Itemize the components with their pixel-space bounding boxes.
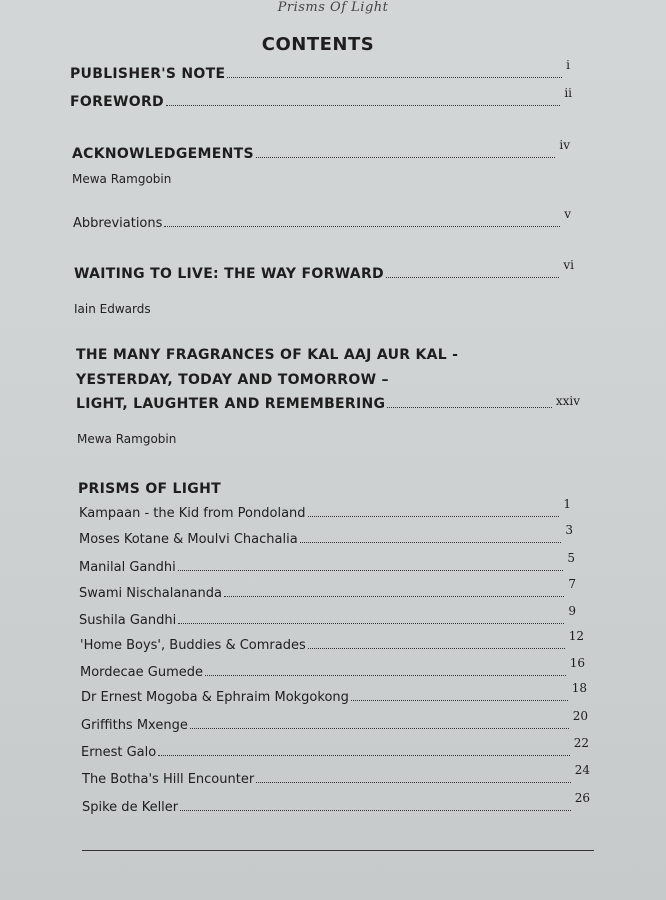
toc-page-number: 12 (568, 629, 584, 643)
toc-essay-line-1[interactable]: THE MANY FRAGRANCES OF KAL AAJ AUR KAL - (76, 347, 459, 363)
toc-entry-label: Moses Kotane & Moulvi Chachalia (79, 532, 298, 547)
toc-entry-abbreviations[interactable] (73, 207, 571, 231)
toc-chapter-entry[interactable] (80, 629, 584, 653)
toc-page-number: 18 (571, 681, 587, 695)
toc-page-number: 22 (573, 736, 589, 750)
toc-chapter-entry[interactable] (79, 551, 575, 575)
toc-page-number: ii (564, 86, 572, 100)
toc-page-number: 16 (569, 656, 585, 670)
leader-dots (190, 727, 569, 729)
leader-dots (256, 781, 571, 783)
toc-chapter-entry[interactable] (81, 681, 587, 705)
toc-entry-label: PUBLISHER'S NOTE (70, 66, 226, 82)
leader-dots (224, 595, 564, 597)
toc-author: Mewa Ramgobin (72, 172, 172, 186)
toc-chapter-entry[interactable] (79, 497, 571, 521)
leader-dots (256, 156, 556, 158)
toc-chapter-entry[interactable] (82, 763, 590, 787)
toc-chapter-entry[interactable] (79, 577, 576, 601)
toc-page-number: v (564, 207, 571, 221)
leader-dots (308, 515, 560, 517)
leader-dots (158, 754, 570, 756)
toc-chapter-entry[interactable] (81, 709, 588, 733)
toc-page-number: 9 (568, 604, 576, 618)
leader-dots (205, 674, 566, 676)
toc-entry-label: Dr Ernest Mogoba & Ephraim Mokgokong (81, 690, 349, 705)
toc-essay-line-2[interactable]: YESTERDAY, TODAY AND TOMORROW – (76, 372, 389, 388)
toc-author: Iain Edwards (74, 302, 151, 316)
leader-dots (166, 104, 560, 106)
toc-entry-label: Abbreviations (73, 216, 163, 231)
toc-page-number: xxiv (555, 394, 580, 408)
leader-dots (387, 406, 552, 408)
toc-page-number: 24 (574, 763, 590, 777)
toc-entry-acknowledgements[interactable] (72, 138, 570, 162)
running-header: Prisms Of Light (277, 0, 389, 15)
toc-entry-label: ACKNOWLEDGEMENTS (72, 146, 254, 162)
toc-entry-label: FOREWORD (70, 94, 164, 110)
toc-entry-publishers-note[interactable] (70, 58, 570, 82)
toc-entry-waiting-to-live[interactable] (74, 258, 574, 282)
section-heading: PRISMS OF LIGHT (78, 481, 221, 497)
leader-dots (308, 647, 565, 649)
toc-entry-label: Manilal Gandhi (79, 560, 176, 575)
toc-page-number: 5 (567, 551, 575, 565)
leader-dots (386, 276, 559, 278)
leader-dots (351, 699, 568, 701)
toc-page-number: 1 (563, 497, 571, 511)
toc-chapter-entry[interactable] (80, 656, 585, 680)
bottom-rule (82, 850, 594, 851)
toc-page-number: i (566, 58, 570, 72)
toc-chapter-entry[interactable] (79, 604, 576, 628)
toc-entry-label: Swami Nischalananda (79, 586, 222, 601)
toc-entry-label: Ernest Galo (81, 745, 157, 760)
toc-page-number: 26 (574, 791, 590, 805)
toc-entry-foreword[interactable] (70, 86, 572, 110)
toc-entry-label: Mordecae Gumede (80, 665, 204, 680)
toc-page-number: 20 (572, 709, 588, 723)
leader-dots (178, 569, 564, 571)
toc-entry-label: LIGHT, LAUGHTER AND REMEMBERING (76, 396, 386, 412)
leader-dots (180, 809, 571, 811)
toc-entry-label: Sushila Gandhi (79, 613, 177, 628)
leader-dots (300, 541, 562, 543)
leader-dots (164, 225, 560, 227)
toc-page-number: iv (559, 138, 570, 152)
toc-chapter-entry[interactable] (79, 523, 573, 547)
leader-dots (227, 76, 562, 78)
toc-chapter-entry[interactable] (81, 736, 589, 760)
page-title: CONTENTS (261, 34, 375, 55)
leader-dots (178, 622, 564, 624)
toc-entry-label: The Botha's Hill Encounter (82, 772, 255, 787)
toc-entry-label: 'Home Boys', Buddies & Comrades (80, 638, 306, 653)
toc-entry-label: Kampaan - the Kid from Pondoland (79, 506, 306, 521)
toc-entry-label: Griffiths Mxenge (81, 718, 188, 733)
toc-page-number: vi (563, 258, 574, 272)
toc-page-number: 3 (565, 523, 573, 537)
toc-author: Mewa Ramgobin (77, 432, 177, 446)
toc-page-number: 7 (568, 577, 576, 591)
toc-entry-label: WAITING TO LIVE: THE WAY FORWARD (74, 266, 384, 282)
toc-entry-essay[interactable] (76, 396, 580, 412)
toc-chapter-entry[interactable] (82, 791, 590, 815)
toc-entry-label: Spike de Keller (82, 800, 179, 815)
